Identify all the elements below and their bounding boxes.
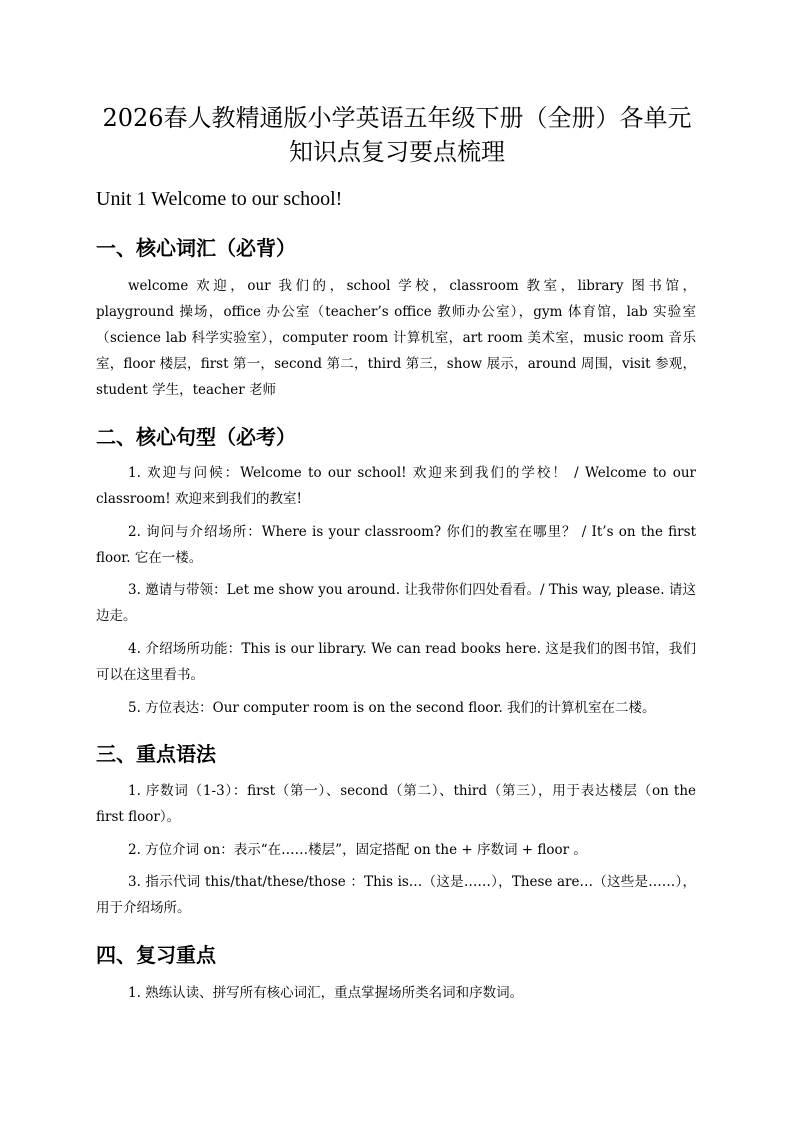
document-title-line-1: 2026春人教精通版小学英语五年级下册（全册）各单元 <box>102 104 692 132</box>
review-item: 1. 熟练认读、拼写所有核心词汇，重点掌握场所类名词和序数词。 <box>128 985 524 1001</box>
grammar-item: 2. 方位介词 on：表示“在……楼层”，固定搭配 on the + 序数词 + floor 。 <box>128 842 587 858</box>
sentence-item: 4. 介绍场所功能：This is our library. We can read books here. 这是我们的图书馆，我们可以在这里看书。 <box>96 641 696 683</box>
section-heading-vocab: 一、核心词汇（必背） <box>96 236 296 260</box>
unit-title: Unit 1 Welcome to our school! <box>96 188 343 210</box>
sentence-item: 1. 欢迎与问候：Welcome to our school! 欢迎来到我们的学校！ / Welcome to our classroom! 欢迎来到我们的教室! <box>96 465 696 507</box>
grammar-item: 1. 序数词（1-3）：first（第一）、second（第二）、third（第三），用于表达楼层（on the first floor）。 <box>96 783 696 825</box>
section-heading-sentences: 二、核心句型（必考） <box>96 425 296 449</box>
sentence-item: 5. 方位表达：Our computer room is on the second floor. 我们的计算机室在二楼。 <box>128 700 656 716</box>
grammar-item: 3. 指示代词 this/that/these/those ：This is…（这是……），These are…（这些是……），用于介绍场所。 <box>96 874 696 916</box>
sentence-item: 2. 询问与介绍场所：Where is your classroom? 你们的教室在哪里？ / It’s on the first floor. 它在一楼。 <box>96 524 696 566</box>
vocab-paragraph: welcome 欢迎，our 我们的，school 学校，classroom 教室，library 图书馆，playground 操场，office 办公室（teacher’s office 教师办公室），gym 体育馆，lab 实验室（science lab 科学实验室），computer room 计算机室，art room 美术室，music room 音乐室，floor 楼层，first 第一，second 第二，third 第三，show 展示，around 周围，visit 参观，student 学生，teacher 老师 <box>96 278 696 398</box>
sentence-item: 3. 邀请与带领：Let me show you around. 让我带你们四处看看。/ This way, please. 请这边走。 <box>96 582 696 624</box>
section-heading-review: 四、复习重点 <box>96 943 216 967</box>
section-heading-grammar: 三、重点语法 <box>96 742 216 766</box>
document-title-line-2: 知识点复习要点梳理 <box>289 138 505 166</box>
